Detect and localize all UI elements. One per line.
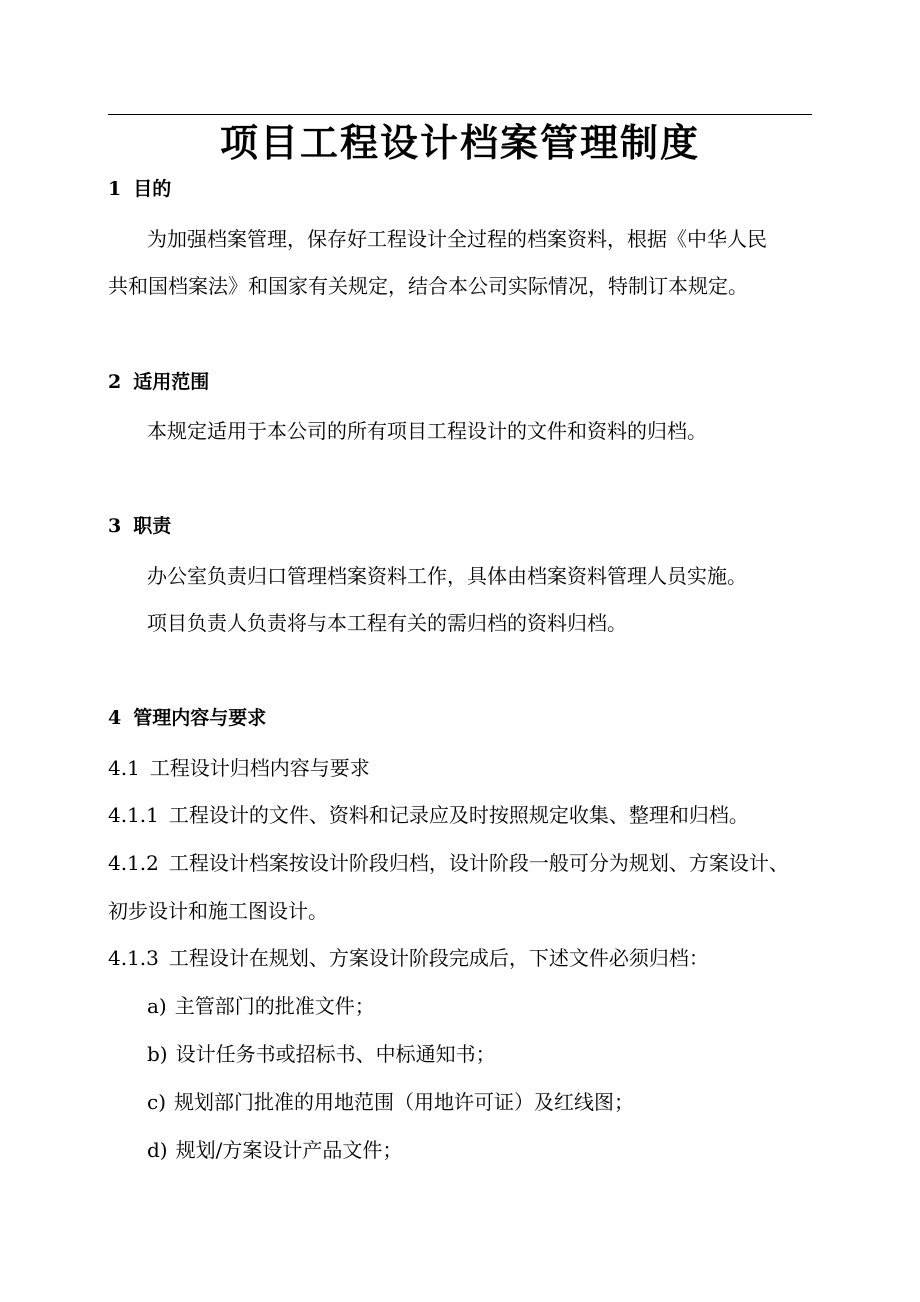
- subsection-number: 4.1: [108, 756, 140, 780]
- section-2-heading: [108, 367, 820, 397]
- clause-text: 工程设计在规划、方案设计阶段完成后，下述文件必须归档：: [168, 946, 709, 970]
- list-item-text: 主管部门的批准文件；: [174, 994, 375, 1018]
- clause-4-1-2: [108, 848, 820, 878]
- document-title: 项目工程设计档案管理制度: [219, 121, 700, 165]
- section-4-heading: [108, 703, 820, 733]
- list-item-marker: b): [147, 1042, 168, 1066]
- clause-number: 4.1.2: [108, 851, 159, 875]
- section-3-paragraph-2: 项目负责人负责将与本工程有关的需归档的资料归档。: [147, 611, 627, 635]
- section-3-paragraph-1: 办公室负责归口管理档案资料工作，具体由档案资料管理人员实施。: [147, 564, 747, 588]
- section-number: 4: [108, 707, 122, 729]
- section-number: 3: [108, 515, 122, 537]
- section-title: 目的: [133, 178, 172, 200]
- list-item-marker: d): [147, 1138, 168, 1162]
- section-number: 1: [108, 178, 122, 200]
- section-number: 2: [108, 371, 122, 393]
- clause-number: 4.1.1: [108, 803, 159, 827]
- section-title: 职责: [133, 515, 172, 537]
- section-1-paragraph-line-2: 共和国档案法》和国家有关规定，结合本公司实际情况，特制订本规定。: [108, 274, 748, 298]
- list-item-marker: a): [147, 994, 167, 1018]
- subsection-4-1: [108, 753, 820, 783]
- clause-text: 工程设计档案按设计阶段归档，设计阶段一般可分为规划、方案设计、: [168, 851, 789, 875]
- list-item: [147, 1087, 817, 1117]
- subsection-text: 工程设计归档内容与要求: [149, 756, 370, 780]
- list-item-text: 规划部门批准的用地范围（用地许可证）及红线图；: [174, 1090, 635, 1114]
- clause-number: 4.1.3: [108, 946, 159, 970]
- section-1-heading: [108, 174, 820, 204]
- clause-4-1-1: [108, 800, 820, 830]
- list-item-marker: c): [147, 1090, 167, 1114]
- clause-text: 工程设计的文件、资料和记录应及时按照规定收集、整理和归档。: [168, 803, 749, 827]
- header-rule: [108, 114, 812, 115]
- section-title: 适用范围: [133, 371, 210, 393]
- section-2-paragraph: 本规定适用于本公司的所有项目工程设计的文件和资料的归档。: [147, 419, 707, 443]
- section-title: 管理内容与要求: [133, 707, 267, 729]
- clause-4-1-3: [108, 943, 820, 973]
- clause-4-1-2-continuation: 初步设计和施工图设计。: [108, 899, 328, 923]
- list-item: [147, 1039, 817, 1069]
- list-item-text: 设计任务书或招标书、中标通知书；: [175, 1042, 496, 1066]
- section-3-heading: [108, 511, 820, 541]
- section-1-paragraph-line-1: 为加强档案管理，保存好工程设计全过程的档案资料，根据《中华人民: [147, 227, 767, 251]
- list-item: [147, 1135, 817, 1165]
- list-item-text: 规划/方案设计产品文件；: [175, 1138, 403, 1162]
- list-item: [147, 991, 817, 1021]
